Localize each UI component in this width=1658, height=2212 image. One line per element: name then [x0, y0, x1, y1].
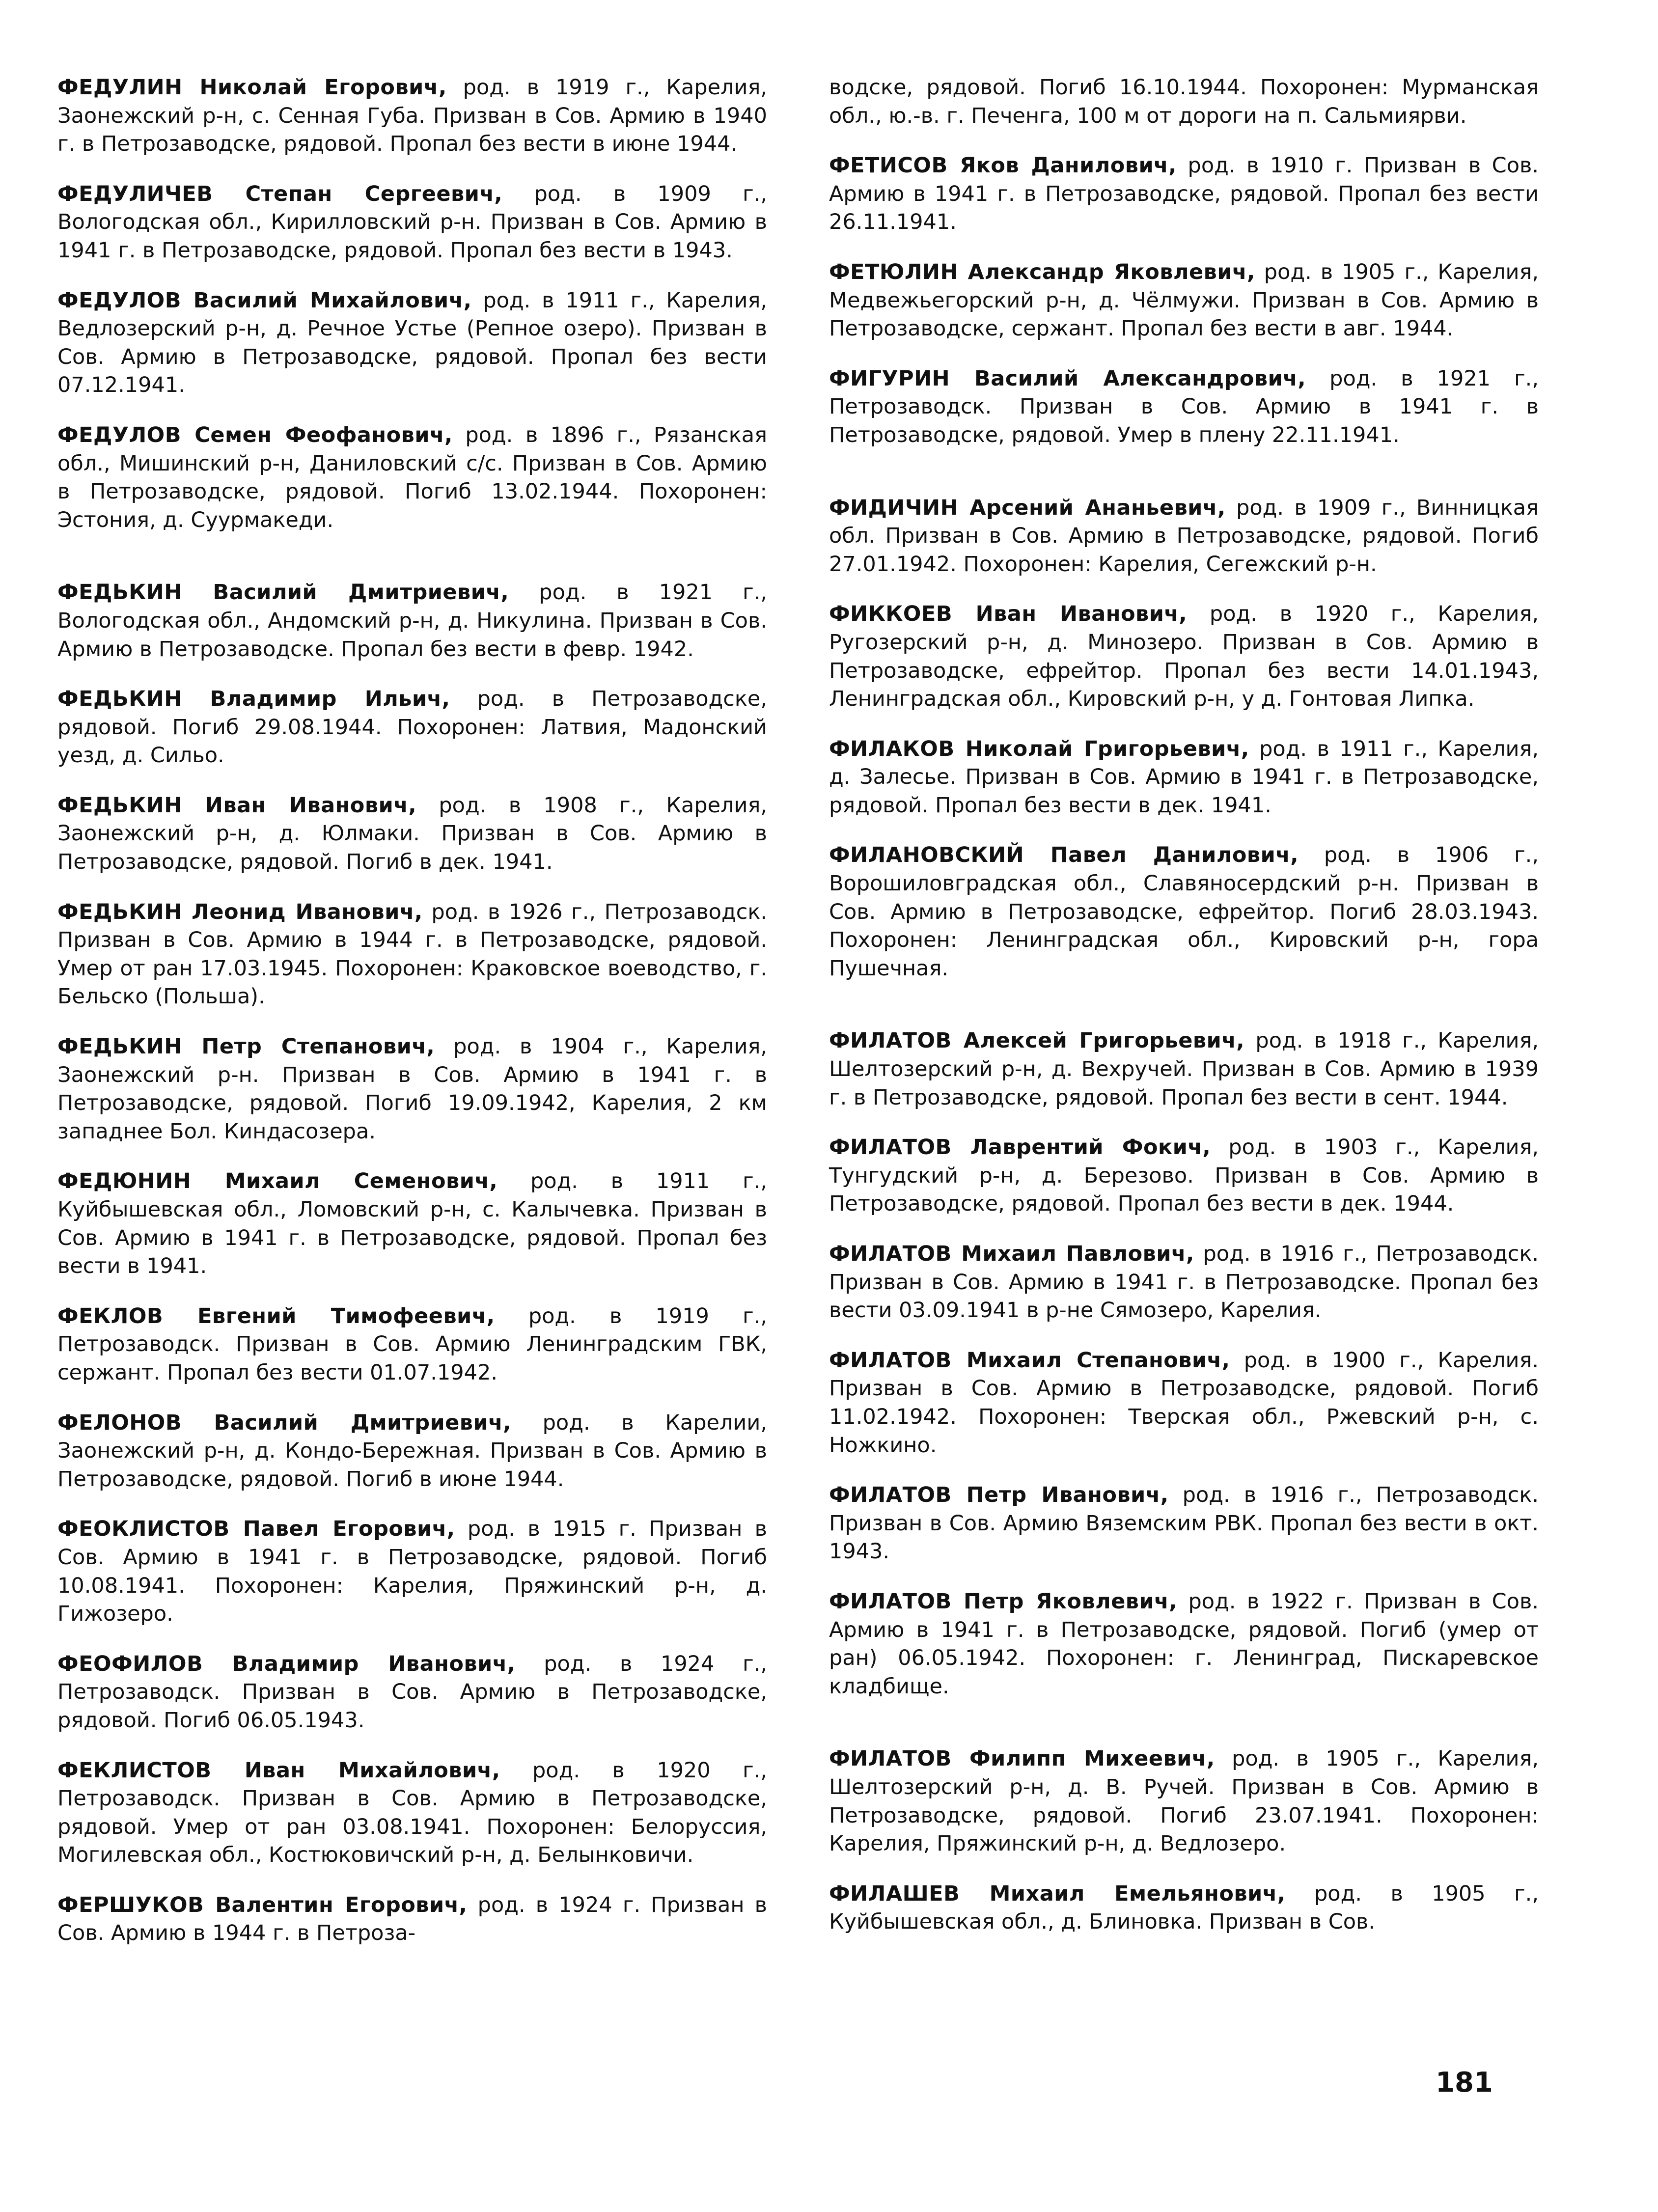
entry-name: ФЕТИСОВ Яков Данилович, [829, 153, 1177, 178]
entry [829, 1481, 1539, 1566]
entry-name: ФИЛАТОВ Петр Иванович, [829, 1483, 1169, 1508]
entry [829, 1588, 1539, 1701]
entry [829, 600, 1539, 713]
entry [57, 74, 767, 159]
entry-name: ФЕДУЛИН Николай Егорович, [57, 75, 447, 100]
entry [829, 365, 1539, 450]
entry-name: ФИЛАТОВ Михаил Степанович, [829, 1348, 1230, 1373]
entry-text: род. в 1920 г., Петрозаводск. Призван в Сов. Армию в Петрозаводске, рядовой. Умер от ран 03.08.1941. Похоронен: Белоруссия, Могилевская обл., Костюковичский р-н, д. Белынковичи. [57, 1758, 768, 1868]
entry-name: ФЕДЬКИН Леонид Иванович, [57, 899, 423, 924]
entry-text: род. в 1909 г., Винницкая обл. Призван в Сов. Армию в Петрозаводске, рядовой. Погиб 27.01.1942. Похоронен: Карелия, Сегежский р-н. [829, 495, 1539, 577]
entry [829, 1347, 1539, 1460]
entry-name: ФИЛАТОВ Петр Яковлевич, [829, 1589, 1178, 1614]
entry-name: ФИЛАШЕВ Михаил Емельянович, [829, 1881, 1286, 1906]
entry-name: ФИЛАНОВСКИЙ Павел Данилович, [829, 843, 1299, 868]
entry [57, 1409, 767, 1494]
entry-text: род. в 1916 г., Петрозаводск. Призван в Сов. Армию Вяземским РВК. Пропал без вести в окт. 1943. [829, 1483, 1539, 1564]
entry-name: ФЕДУЛОВ Семен Феофанович, [57, 422, 453, 447]
entry-text: род. в 1915 г. Призван в Сов. Армию в 1941 г. в Петрозаводске, рядовой. Погиб 10.08.1941. Похоронен: Карелия, Пряжинский р-н, д. Гижозеро. [57, 1517, 767, 1627]
entry-name: ФЕОФИЛОВ Владимир Иванович, [57, 1651, 516, 1676]
entry-name: ФЕРШУКОВ Валентин Егорович, [57, 1892, 468, 1917]
entry-name: ФИЛАКОВ Николай Григорьевич, [829, 736, 1249, 761]
entry-text: род. в 1904 г., Карелия, Заонежский р-н. Призван в Сов. Армию в 1941 г. в Петрозаводске, рядовой. Погиб 19.09.1942, Карелия, 2 км западнее Бол. Киндасозера. [57, 1034, 767, 1144]
entry-name: ФИГУРИН Василий Александрович, [829, 366, 1306, 391]
entry-name: ФИЛАТОВ Михаил Павлович, [829, 1242, 1194, 1266]
entry-text: род. в 1905 г., Куйбышевская обл., д. Блиновка. Призван в Сов. [829, 1881, 1539, 1935]
entry [57, 287, 767, 400]
entry [57, 1033, 767, 1146]
entry-text: род. в 1921 г., Петрозаводск. Призван в Сов. Армию в 1941 г. в Петрозаводске, рядовой. Умер в плену 22.11.1941. [829, 366, 1539, 447]
entry-name: ФЕДУЛИЧЕВ Степан Сергеевич, [57, 181, 503, 206]
entry [829, 841, 1539, 983]
entry-name: ФИЛАТОВ Филипп Михеевич, [829, 1746, 1215, 1771]
entry [57, 1302, 767, 1387]
entry [829, 152, 1539, 237]
entry-name: ФЕДЬКИН Петр Степанович, [57, 1034, 435, 1059]
page-number: 181 [1436, 2067, 1493, 2099]
entry [57, 1515, 767, 1628]
entry-text: род. в 1924 г. Призван в Сов. Армию в 1944 г. в Петроза- [57, 1892, 768, 1946]
right-column [829, 74, 1539, 1958]
entry [829, 1745, 1539, 1858]
entry-text: род. в 1903 г., Карелия, Тунгудский р-н, д. Березово. Призван в Сов. Армию в Петрозаводске, рядовой. Пропал без вести в дек. 1944. [829, 1135, 1539, 1217]
entry-name: ФЕДЮНИН Михаил Семенович, [57, 1169, 498, 1194]
entry [829, 735, 1539, 820]
entry [57, 1650, 767, 1735]
entry-name: ФИККОЕВ Иван Иванович, [829, 602, 1188, 627]
entry-text: род. в 1919 г., Карелия, Заонежский р-н, с. Сенная Губа. Призван в Сов. Армию в 1940 г. в Петрозаводске, рядовой. Пропал без вести в июне 1944. [57, 75, 767, 157]
entry-text: род. в 1900 г., Карелия. Призван в Сов. Армию в Петрозаводске, рядовой. Погиб 11.02.1942. Похоронен: Тверская обл., Ржевский р-н, с. Ножкино. [829, 1348, 1539, 1458]
entry-text: род. в 1896 г., Рязанская обл., Мишинский р-н, Даниловский с/с. Призван в Сов. Армию в Петрозаводске, рядовой. Погиб 13.02.1944. Похоронен: Эстония, д. Суурмакеди. [57, 422, 767, 532]
entry [829, 1134, 1539, 1218]
entry-text: род. в 1926 г., Петрозаводск. Призван в Сов. Армию в 1944 г. в Петрозаводске, рядовой. Умер от ран 17.03.1945. Похоронен: Краковское воеводство, г. Бельско (Польша). [57, 899, 767, 1009]
entry-name: ФЕТЮЛИН Александр Яковлевич, [829, 259, 1255, 284]
entry [829, 258, 1539, 343]
entry [57, 180, 767, 265]
entry-name: ФЕКЛИСТОВ Иван Михайлович, [57, 1758, 500, 1783]
entry-continuation [829, 74, 1539, 130]
entry [57, 1757, 767, 1870]
entry [57, 1891, 767, 1948]
entry-text: водске, рядовой. Погиб 16.10.1944. Похоронен: Мурманская обл., ю.-в. г. Печенга, 100 м от дороги на п. Сальмиярви. [829, 75, 1539, 128]
entry-name: ФЕЛОНОВ Василий Дмитриевич, [57, 1410, 511, 1435]
entry [829, 1240, 1539, 1325]
entry [829, 1027, 1539, 1112]
entry-text: род. в Петрозаводске, рядовой. Погиб 29.08.1944. Похоронен: Латвия, Мадонский уезд, д. Сильо. [57, 687, 767, 768]
entry [57, 685, 767, 770]
entry [57, 898, 767, 1011]
entry-name: ФЕДЬКИН Владимир Ильич, [57, 687, 450, 712]
entry-name: ФИЛАТОВ Лаврентий Фокич, [829, 1135, 1211, 1160]
entry-name: ФЕДУЛОВ Василий Михайлович, [57, 288, 472, 313]
entry-text: род. в 1916 г., Петрозаводск. Призван в Сов. Армию в 1941 г. в Петрозаводске. Пропал без вести 03.09.1941 в р-не Сямозеро, Карелия. [829, 1242, 1539, 1323]
entry [57, 792, 767, 877]
entry [57, 579, 767, 664]
entry-text: род. в 1919 г., Петрозаводск. Призван в Сов. Армию Ленинградским ГВК, сержант. Пропал без вести 01.07.1942. [57, 1303, 768, 1385]
left-column [57, 74, 767, 1969]
entry-text: род. в 1922 г. Призван в Сов. Армию в 1941 г. в Петрозаводске, рядовой. Погиб (умер от ран) 06.05.1942. Похоронен: г. Ленинград, Пискаревское кладбище. [829, 1589, 1539, 1699]
entry-text: род. в 1909 г., Вологодская обл., Кирилловский р-н. Призван в Сов. Армию в 1941 г. в Петрозаводске, рядовой. Пропал без вести в 1943. [57, 181, 768, 263]
entry-text: род. в Карелии, Заонежский р-н, д. Кондо-Бережная. Призван в Сов. Армию в Петрозаводске, рядовой. Погиб в июне 1944. [57, 1410, 767, 1492]
entry-name: ФЕКЛОВ Евгений Тимофеевич, [57, 1303, 495, 1328]
entry [829, 494, 1539, 579]
entry-text: род. в 1911 г., Куйбышевская обл., Ломовский р-н, с. Калычевка. Призван в Сов. Армию в 1941 г. в Петрозаводске, рядовой. Пропал без вести в 1941. [57, 1169, 767, 1279]
entry-text: род. в 1910 г. Призван в Сов. Армию в 1941 г. в Петрозаводске, рядовой. Пропал без вести 26.11.1941. [829, 153, 1539, 235]
entry-text: род. в 1905 г., Карелия, Шелтозерский р-н, д. В. Ручей. Призван в Сов. Армию в Петрозаводске, рядовой. Погиб 23.07.1941. Похоронен: Карелия, Пряжинский р-н, д. Ведлозеро. [829, 1746, 1539, 1856]
entry-text: род. в 1920 г., Карелия, Ругозерский р-н, д. Минозеро. Призван в Сов. Армию в Петрозаводске, ефрейтор. Пропал без вести 14.01.1943, Ленинградская обл., Кировский р-н, у д. Гонтовая Липка. [829, 602, 1539, 712]
entry-name: ФЕОКЛИСТОВ Павел Егорович, [57, 1517, 455, 1542]
entry-text: род. в 1911 г., Карелия, Ведлозерский р-н, д. Речное Устье (Репное озеро). Призван в Сов. Армию в Петрозаводске, рядовой. Пропал без вести 07.12.1941. [57, 288, 767, 398]
entry-text: род. в 1905 г., Карелия, Медвежьегорский р-н, д. Чёлмужи. Призван в Сов. Армию в Петрозаводске, сержант. Пропал без вести в авг. 1944. [829, 259, 1539, 341]
entry-name: ФИДИЧИН Арсений Ананьевич, [829, 495, 1226, 520]
entry-text: род. в 1908 г., Карелия, Заонежский р-н, д. Юлмаки. Призван в Сов. Армию в Петрозаводске, рядовой. Погиб в дек. 1941. [57, 793, 767, 875]
entry-text: род. в 1911 г., Карелия, д. Залесье. Призван в Сов. Армию в 1941 г. в Петрозаводске, рядовой. Пропал без вести в дек. 1941. [829, 736, 1539, 818]
entry-name: ФЕДЬКИН Василий Дмитриевич, [57, 580, 509, 605]
entry-text: род. в 1906 г., Ворошиловградская обл., Славяносердский р-н. Призван в Сов. Армию в Петрозаводске, ефрейтор. Погиб 28.03.1943. Похоронен: Ленинградская обл., Кировский р-н, гора Пушечная. [829, 843, 1539, 981]
entry [57, 421, 767, 534]
entry [829, 1880, 1539, 1936]
entry-name: ФИЛАТОВ Алексей Григорьевич, [829, 1028, 1245, 1053]
entry-text: род. в 1924 г., Петрозаводск. Призван в Сов. Армию в Петрозаводске, рядовой. Погиб 06.05.1943. [57, 1651, 768, 1733]
entry [57, 1167, 767, 1280]
entry-text: род. в 1918 г., Карелия, Шелтозерский р-н, д. Вехручей. Призван в Сов. Армию в 1939 г. в Петрозаводске, рядовой. Пропал без вести в сент. 1944. [829, 1028, 1539, 1110]
entry-name: ФЕДЬКИН Иван Иванович, [57, 793, 417, 818]
entry-text: род. в 1921 г., Вологодская обл., Андомский р-н, д. Никулина. Призван в Сов. Армию в Петрозаводске. Пропал без вести в февр. 1942. [57, 580, 767, 662]
